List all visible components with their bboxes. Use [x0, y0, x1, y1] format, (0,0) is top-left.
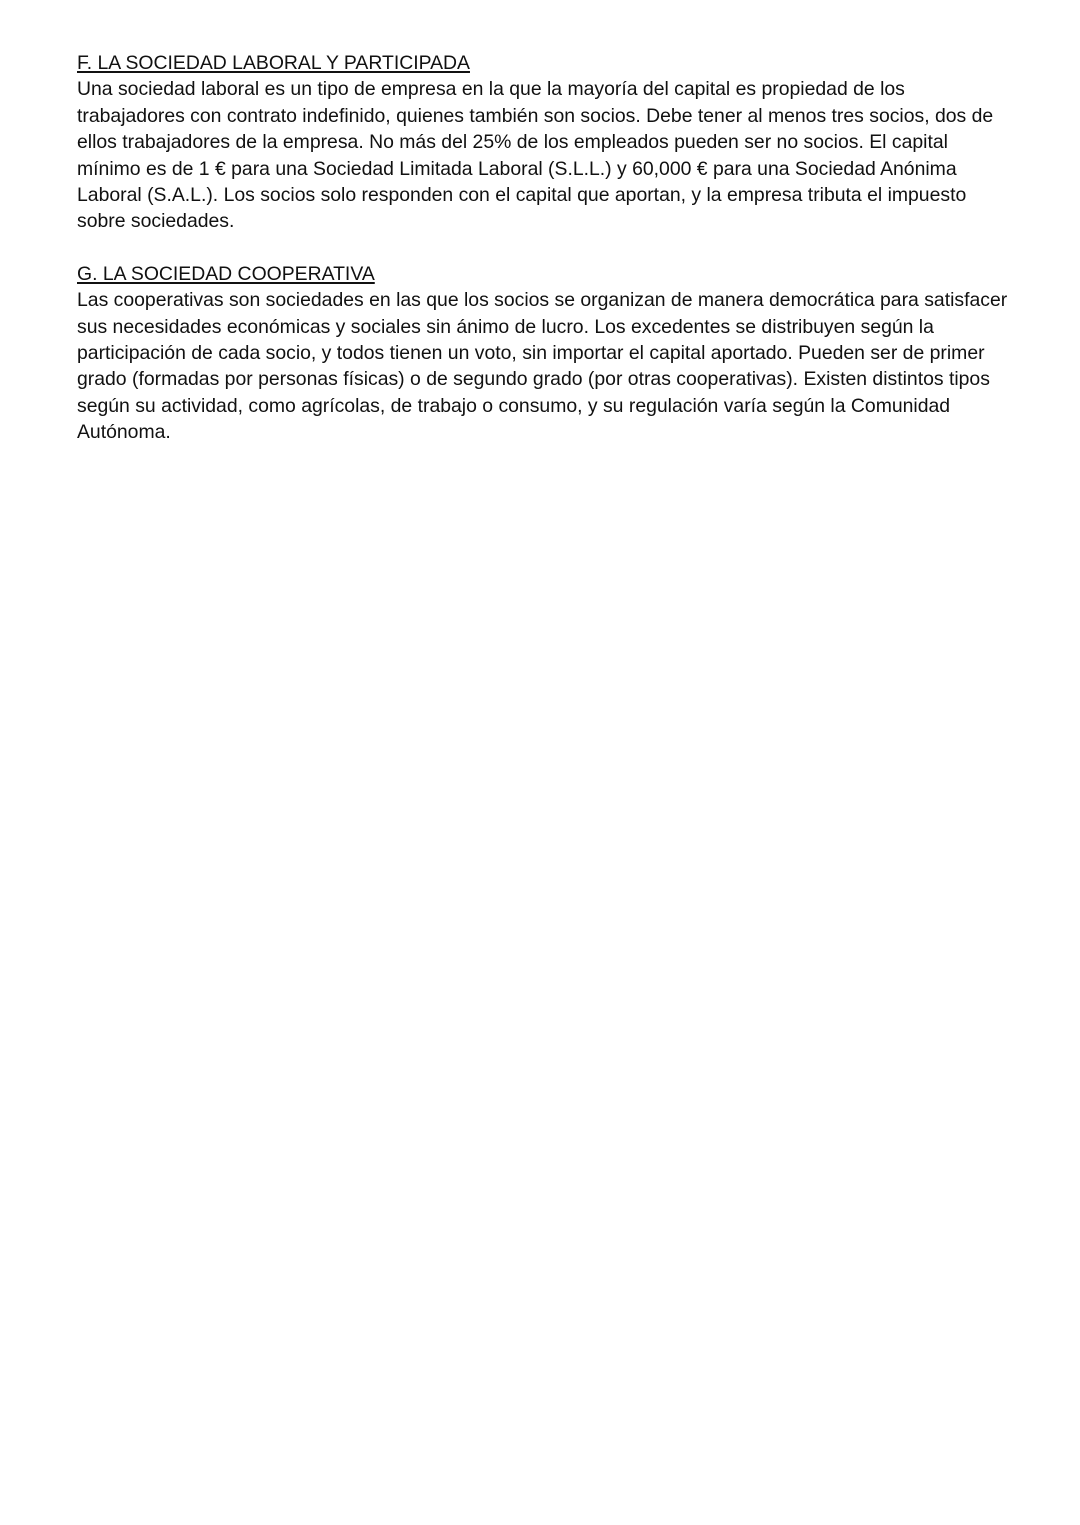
document-page — [77, 50, 1012, 446]
section-sociedad-laboral — [77, 50, 1012, 235]
section-body: Una sociedad laboral es un tipo de empresa en la que la mayoría del capital es propiedad de los trabajadores con contrato indefinido, quienes también son socios. Debe tener al menos tres socios, dos de ellos trabajadores de la empresa. No más del 25% de los empleados pueden ser no socios. El capital mínimo es de 1 € para una Sociedad Limitada Laboral (S.L.L.) y 60,000 € para una Sociedad Anónima Laboral (S.A.L.). Los socios solo responden con el capital que aportan, y la empresa tributa el impuesto sobre sociedades. — [77, 78, 994, 233]
section-heading: F. LA SOCIEDAD LABORAL Y PARTICIPADA — [77, 52, 470, 74]
section-body: Las cooperativas son sociedades en las que los socios se organizan de manera democrática para satisfacer sus necesidades económicas y sociales sin ánimo de lucro. Los excedentes se distribuyen según la participación de cada socio, y todos tienen un voto, sin importar el capital aportado. Pueden ser de primer grado (formadas por personas físicas) o de segundo grado (por otras cooperativas). Existen distintos tipos según su actividad, como agrícolas, de trabajo o consumo, y su regulación varía según la Comunidad Autónoma. — [77, 289, 1008, 444]
section-sociedad-cooperativa — [77, 261, 1012, 446]
section-heading: G. LA SOCIEDAD COOPERATIVA — [77, 262, 375, 285]
